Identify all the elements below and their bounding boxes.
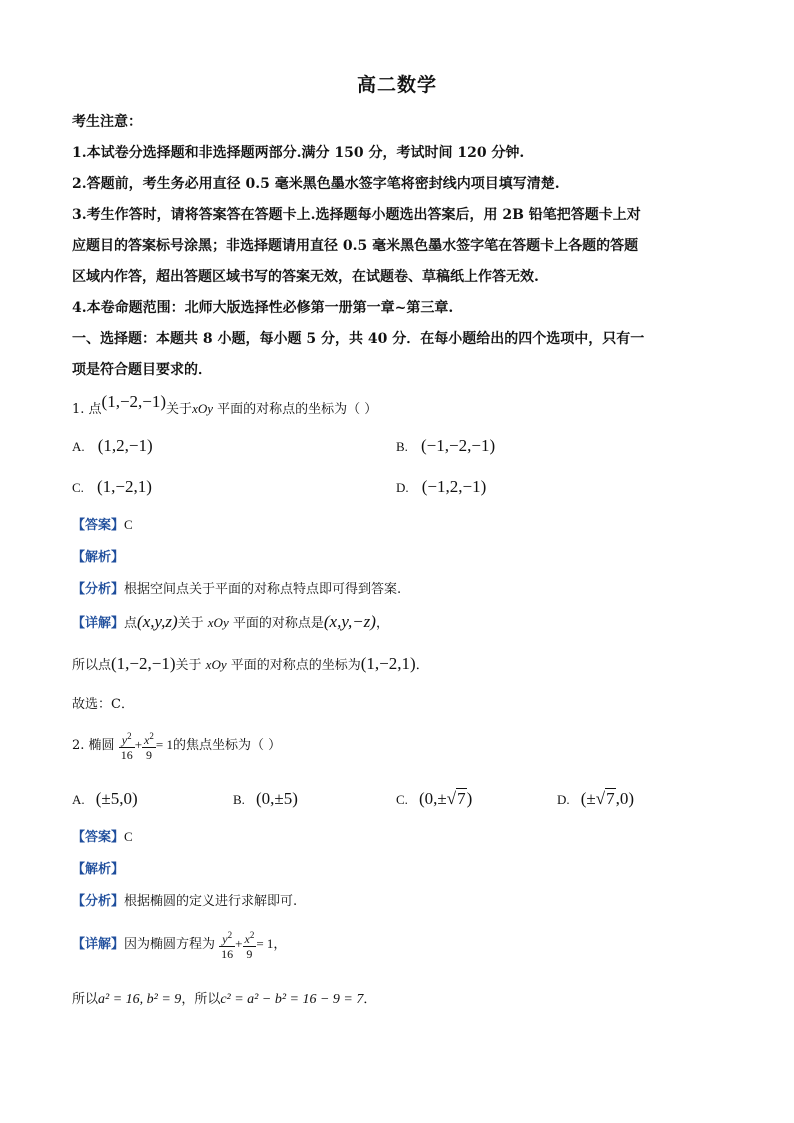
option-c — [72, 477, 152, 497]
analysis-tag: 【解析】 — [72, 550, 125, 565]
math-point: (1,−2,1) — [360, 654, 416, 673]
notice-heading: 考生注意： — [72, 114, 142, 130]
math-point: (x,y,z) — [137, 612, 178, 631]
detail-text: 因为椭圆方程为 — [124, 937, 216, 952]
option-c: C. (0,±√7) — [396, 789, 473, 808]
option-value: (1,2,−1) — [97, 436, 153, 455]
detail-text: 关于 — [177, 616, 204, 631]
math-fraction: $\frac{y^2}{16}$ — [120, 731, 133, 762]
section-heading-line-1: 一、选择题：本题共 8 小题，每小题 5 分，共 40 分．在每小题给出的四个选项中，只有一 — [72, 331, 645, 347]
fenxi-text: 根据空间点关于平面的对称点特点即可得到答案. — [124, 582, 402, 597]
fraction-numerator: x — [244, 932, 250, 946]
notice-line-4: 4.本卷命题范围：北师大版选择性必修第一册第一章~第三章. — [72, 300, 454, 316]
math-equals: = 1 — [155, 737, 173, 752]
so-line — [72, 654, 429, 674]
detail-text: 平面的对称点的坐标为 — [230, 658, 361, 673]
math-point: (x,y,−z) — [323, 612, 376, 631]
option-d — [396, 477, 486, 497]
fenxi-line — [72, 578, 401, 597]
math-plane: xOy — [205, 657, 227, 672]
detail-text: 所以点 — [72, 658, 112, 673]
detail-text: 平面的对称点是 — [232, 616, 324, 631]
question-2: 2. 椭圆 $\frac{y^2}{16}$ + $\frac{x^2}{9}$ = 1的焦点坐标为（ ） — [72, 731, 282, 762]
option-label: B. — [233, 792, 245, 807]
math-plane: xOy — [192, 401, 213, 416]
notice-line-1: 1.本试卷分选择题和非选择题两部分.满分 150 分，考试时间 120 分钟. — [72, 145, 525, 161]
question-text: 的焦点坐标为（ ） — [172, 738, 282, 753]
math-expression: a² = 16, b² = 9 — [98, 992, 182, 1007]
option-b — [396, 436, 495, 456]
fenxi-tag: 【分析】 — [72, 894, 125, 909]
option-a — [72, 789, 138, 809]
question-number: 1. 点 — [72, 402, 102, 417]
question-number: 2. 椭圆 — [72, 738, 115, 753]
math-point: (1,−2,−1) — [111, 654, 176, 673]
answer-value: C — [124, 517, 133, 532]
option-value: (±5,0) — [95, 789, 138, 808]
detail-text: 所以 — [72, 992, 99, 1007]
detail-text: ． — [363, 992, 377, 1007]
detail-text: ． — [415, 658, 429, 673]
math-fraction: $\frac{y^2}{16}$ — [221, 930, 234, 961]
detail-line — [72, 612, 389, 632]
fenxi-text: 根据椭圆的定义进行求解即可. — [124, 894, 298, 909]
detail-tag: 【详解】 — [72, 616, 125, 631]
fraction-denominator: 16 — [221, 947, 234, 961]
fenxi-tag: 【分析】 — [72, 582, 125, 597]
detail-text: 关于 — [175, 658, 202, 673]
math-fraction: $\frac{x^2}{9}$ — [244, 930, 255, 961]
notice-line-3a: 3.考生作答时，请将答案答在答题卡上.选择题每小题选出答案后，用 2B 铅笔把答题卡上对 — [72, 207, 641, 223]
option-value: (± — [580, 789, 596, 808]
fraction-denominator: 9 — [145, 748, 152, 762]
option-label: C. — [72, 480, 84, 495]
option-b — [233, 789, 298, 809]
detail-text: ，所以 — [181, 992, 221, 1007]
detail-text: 点 — [124, 616, 138, 631]
option-value: (1,−2,1) — [97, 477, 152, 496]
math-plane: xOy — [207, 615, 229, 630]
option-d: D. (±√7,0) — [557, 789, 634, 808]
notice-line-2: 2.答题前，考生务必用直径 0.5 毫米黑色墨水签字笔将密封线内项目填写清楚. — [72, 176, 560, 192]
choose-line: 故选：C． — [72, 697, 134, 712]
detail-tag: 【详解】 — [72, 937, 125, 952]
question-text: 关于 — [166, 402, 193, 417]
sqrt-value: 7 — [606, 789, 615, 808]
page-title: 高二数学 — [356, 74, 437, 96]
answer-line — [72, 826, 133, 845]
question-1 — [72, 392, 378, 418]
math-fraction: $\frac{x^2}{9}$ — [144, 731, 154, 762]
option-a — [72, 436, 153, 456]
detail-line: 【详解】因为椭圆方程为 $\frac{y^2}{16}$ + $\frac{x^2}{9}$ = 1， — [72, 930, 287, 961]
notice-line-3c: 区域内作答，超出答题区域书写的答案无效，在试题卷、草稿纸上作答无效. — [72, 269, 539, 285]
answer-value: C — [124, 829, 133, 844]
fraction-denominator: 16 — [120, 748, 133, 762]
option-value: (0,±5) — [256, 789, 298, 808]
option-value: ) — [466, 789, 473, 808]
math-point: (1,−2,−1) — [101, 392, 167, 411]
option-label: A. — [72, 792, 85, 807]
math-expression: c² = a² − b² = 16 − 9 = 7 — [220, 992, 364, 1007]
option-value: ,0) — [615, 789, 634, 808]
fraction-numerator: y — [121, 733, 128, 747]
option-value: (−1,−2,−1) — [421, 436, 496, 455]
math-equals: = 1， — [256, 936, 287, 951]
option-label: C. — [396, 792, 408, 807]
fraction-numerator: x — [144, 733, 150, 747]
question-text: 平面的对称点的坐标为（ ） — [217, 402, 378, 417]
fenxi-line — [72, 890, 297, 909]
analysis-tag: 【解析】 — [72, 862, 125, 877]
option-value: (0,± — [419, 789, 447, 808]
notice-line-3b: 应题目的答案标号涂黑；非选择题请用直径 0.5 毫米黑色墨水签字笔在答题卡上各题的答题 — [72, 238, 639, 254]
answer-tag: 【答案】 — [72, 830, 125, 845]
option-label: D. — [396, 480, 409, 495]
answer-tag: 【答案】 — [72, 518, 125, 533]
so-line — [72, 988, 376, 1008]
option-label: A. — [72, 439, 85, 454]
fraction-denominator: 9 — [246, 947, 253, 961]
answer-line — [72, 514, 133, 533]
option-label: D. — [557, 792, 570, 807]
section-heading-line-2: 项是符合题目要求的． — [72, 362, 212, 378]
option-value: (−1,2,−1) — [421, 477, 487, 496]
sqrt-value: 7 — [457, 789, 466, 808]
option-label: B. — [396, 439, 408, 454]
detail-text: ， — [375, 616, 389, 631]
fraction-numerator: y — [222, 932, 228, 946]
